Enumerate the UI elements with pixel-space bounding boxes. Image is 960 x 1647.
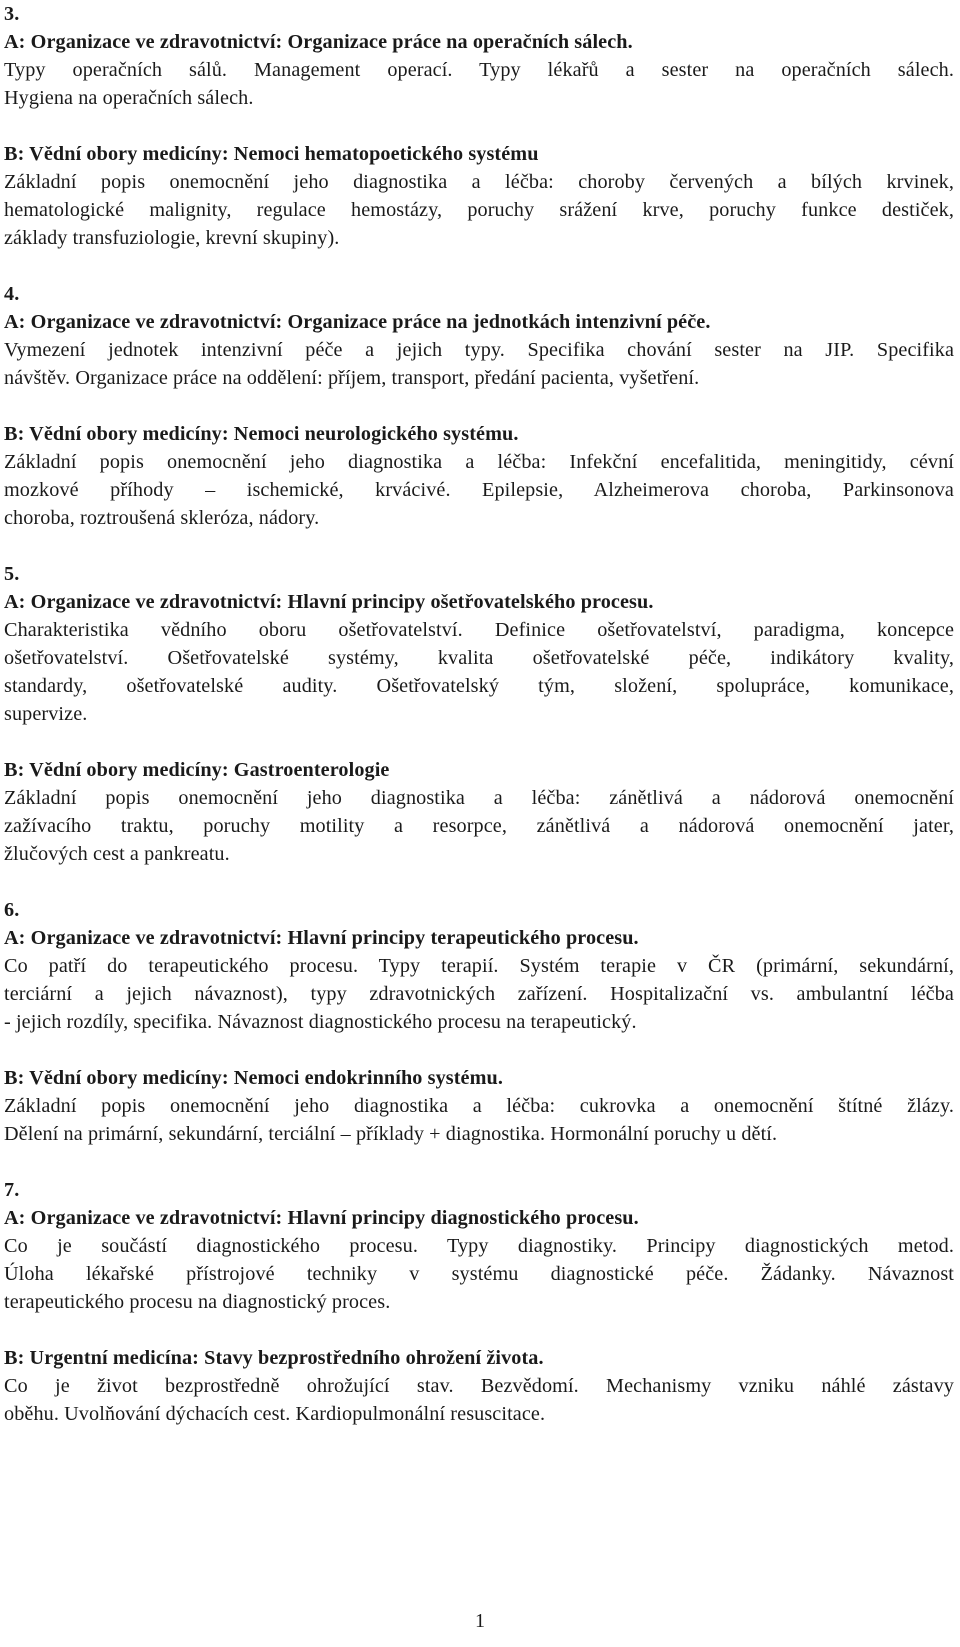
section-number: 3. xyxy=(4,3,20,25)
topic-b-line: hematologické malignity, regulace hemostázy, poruchy srážení krve, poruchy funkce destiček, xyxy=(4,199,954,221)
topic-a-heading: A: Organizace ve zdravotnictví: Organizace práce na operačních sálech. xyxy=(4,31,633,53)
topic-b-line: oběhu. Uvolňování dýchacích cest. Kardiopulmonální resuscitace. xyxy=(4,1403,546,1425)
topic-a-line: Co patří do terapeutického procesu. Typy terapií. Systém terapie v ČR (primární, sekundární, xyxy=(4,955,954,977)
topic-b-heading: B: Vědní obory medicíny: Nemoci neurologického systému. xyxy=(4,423,519,445)
section-number: 4. xyxy=(4,283,20,305)
topic-b-heading: B: Vědní obory medicíny: Nemoci hematopoetického systému xyxy=(4,143,539,165)
topic-b-line: žlučových cest a pankreatu. xyxy=(4,843,230,865)
section-number: 5. xyxy=(4,563,20,585)
section-4 xyxy=(4,280,954,532)
topic-a-line: terciární a jejich návaznost), typy zdravotnických zařízení. Hospitalizační vs. ambulantní léčba xyxy=(4,983,954,1005)
topic-b-line: Dělení na primární, sekundární, terciální – příklady + diagnostika. Hormonální poruchy u dětí. xyxy=(4,1123,778,1145)
topic-b-heading: B: Vědní obory medicíny: Nemoci endokrinního systému. xyxy=(4,1067,503,1089)
topic-a-heading: A: Organizace ve zdravotnictví: Hlavní principy ošetřovatelského procesu. xyxy=(4,591,654,613)
topic-a-line: - jejich rozdíly, specifika. Návaznost diagnostického procesu na terapeutický. xyxy=(4,1011,637,1033)
topic-b-line: Základní popis onemocnění jeho diagnostika a léčba: zánětlivá a nádorová onemocnění xyxy=(4,787,954,809)
page-number: 1 xyxy=(475,1610,485,1632)
topic-a-heading: A: Organizace ve zdravotnictví: Organizace práce na jednotkách intenzivní péče. xyxy=(4,311,711,333)
topic-b-line: mozkové příhody – ischemické, krvácivé. Epilepsie, Alzheimerova choroba, Parkinsonova xyxy=(4,479,954,501)
topic-b-line: zažívacího traktu, poruchy motility a resorpce, zánětlivá a nádorová onemocnění jater, xyxy=(4,815,954,837)
topic-a-line: ošetřovatelství. Ošetřovatelské systémy, kvalita ošetřovatelské péče, indikátory kvality, xyxy=(4,647,954,669)
topic-b-heading: B: Vědní obory medicíny: Gastroenterologie xyxy=(4,759,390,781)
topic-a-line: Co je součástí diagnostického procesu. Typy diagnostiky. Principy diagnostických metod. xyxy=(4,1235,954,1257)
topic-a-line: terapeutického procesu na diagnostický proces. xyxy=(4,1291,391,1313)
section-5 xyxy=(4,560,954,868)
topic-a-heading: A: Organizace ve zdravotnictví: Hlavní principy diagnostického procesu. xyxy=(4,1207,639,1229)
topic-a-line: supervize. xyxy=(4,703,88,725)
topic-b-line: choroba, roztroušená skleróza, nádory. xyxy=(4,507,320,529)
topic-b-line: Základní popis onemocnění jeho diagnostika a léčba: cukrovka a onemocnění štítné žlázy. xyxy=(4,1095,954,1117)
topic-b-heading: B: Urgentní medicína: Stavy bezprostředního ohrožení života. xyxy=(4,1347,544,1369)
section-6 xyxy=(4,896,954,1148)
topic-b-line: Co je život bezprostředně ohrožující stav. Bezvědomí. Mechanismy vzniku náhlé zástavy xyxy=(4,1375,954,1397)
topic-a-line: návštěv. Organizace práce na oddělení: příjem, transport, předání pacienta, vyšetření. xyxy=(4,367,700,389)
section-number: 7. xyxy=(4,1179,20,1201)
topic-a-line: Hygiena na operačních sálech. xyxy=(4,87,254,109)
topic-b-line: Základní popis onemocnění jeho diagnostika a léčba: Infekční encefalitida, meningitidy, cévní xyxy=(4,451,954,473)
topic-a-line: Typy operačních sálů. Management operací. Typy lékařů a sester na operačních sálech. xyxy=(4,59,954,81)
topic-b-line: základy transfuziologie, krevní skupiny). xyxy=(4,227,340,249)
section-number: 6. xyxy=(4,899,20,921)
topic-a-line: Úloha lékařské přístrojové techniky v systému diagnostické péče. Žádanky. Návaznost xyxy=(4,1263,954,1285)
topic-a-line: Charakteristika vědního oboru ošetřovatelství. Definice ošetřovatelství, paradigma, koncepce xyxy=(4,619,954,641)
document-page xyxy=(4,0,954,1428)
topic-a-heading: A: Organizace ve zdravotnictví: Hlavní principy terapeutického procesu. xyxy=(4,927,639,949)
topic-a-line: standardy, ošetřovatelské audity. Ošetřovatelský tým, složení, spolupráce, komunikace, xyxy=(4,675,954,697)
section-7 xyxy=(4,1176,954,1428)
topic-b-line: Základní popis onemocnění jeho diagnostika a léčba: choroby červených a bílých krvinek, xyxy=(4,171,954,193)
section-3 xyxy=(4,0,954,252)
topic-a-line: Vymezení jednotek intenzivní péče a jejich typy. Specifika chování sester na JIP. Specifika xyxy=(4,339,954,361)
